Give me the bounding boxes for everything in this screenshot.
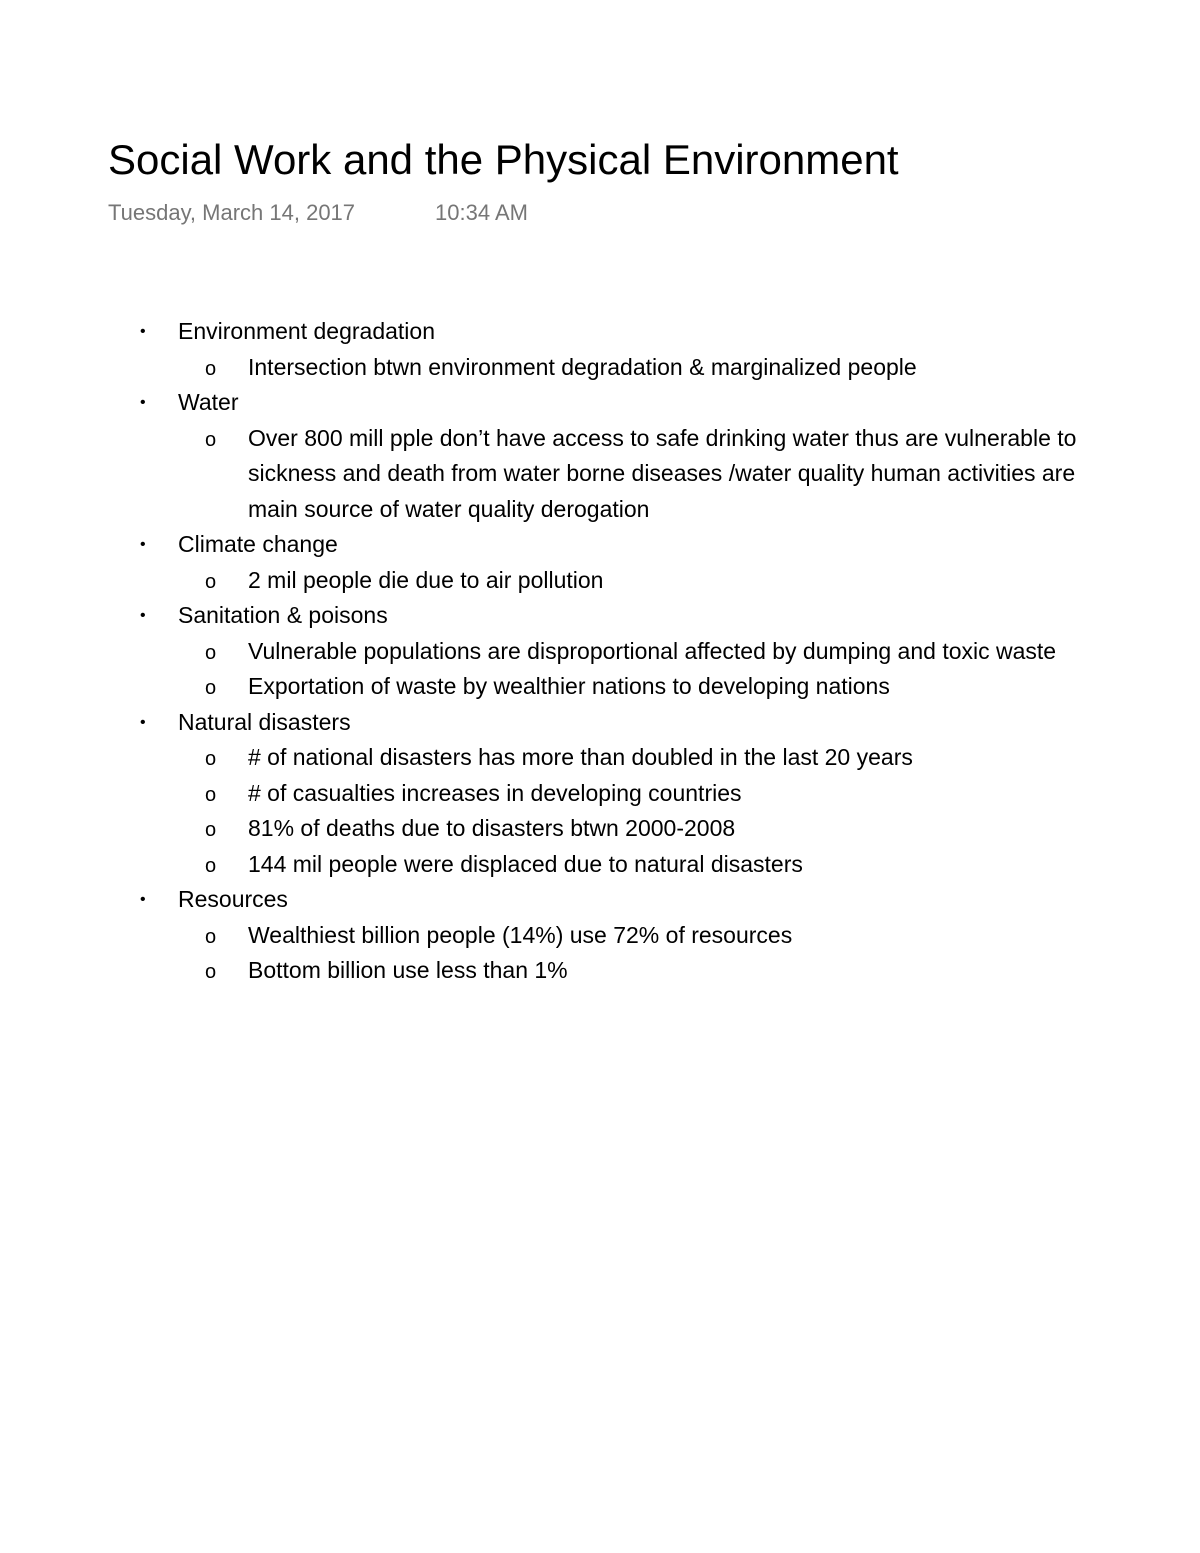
sub-item [0,918,1200,954]
circle-bullet-icon: o [205,428,217,451]
topic-label: Environment degradation [178,318,435,344]
topic-label: Climate change [178,531,338,557]
sub-item-text: Vulnerable populations are disproportional affected by dumping and toxic waste [248,637,1057,664]
bullet-icon: • [140,536,146,553]
sub-item [0,776,1200,812]
bullet-icon: • [140,891,146,908]
circle-bullet-icon: o [205,819,217,841]
sub-list [0,350,1200,386]
sub-item [0,421,1200,528]
sub-item-text: Wealthiest billion people (14%) use 72% of resources [248,921,793,948]
sub-item [0,953,1200,989]
sub-item-text: # of casualties increases in developing countries [248,779,742,806]
circle-bullet-icon: o [205,748,217,770]
topic-item [0,598,1200,705]
sub-item-text: Bottom billion use less than 1% [248,957,568,983]
circle-bullet-icon: o [205,641,217,664]
sub-item [0,740,1200,776]
sub-item-text: # of national disasters has more than doubled in the last 20 years [248,744,913,770]
sub-item-text: Over 800 mill pple don’t have access to safe drinking water thus are vulnerable to sickness and death from water borne diseases /water quality human activities are main source of water quality derogation [248,424,1077,522]
sub-item [0,634,1200,670]
topic-label: Water [178,389,239,415]
bullet-icon: • [140,607,146,624]
topic-label: Natural disasters [178,708,351,735]
notes-list [0,314,1200,989]
circle-bullet-icon: o [205,570,217,593]
sub-item [0,847,1200,883]
circle-bullet-icon: o [205,677,217,699]
circle-bullet-icon: o [205,357,217,380]
circle-bullet-icon: o [205,783,217,806]
sub-item [0,669,1200,705]
sub-item-text: 144 mil people were displaced due to natural disasters [248,850,803,877]
sub-list [0,421,1200,528]
sub-list [0,740,1200,882]
sub-list [0,563,1200,599]
page-title: Social Work and the Physical Environment [108,136,899,183]
sub-item-text: 81% of deaths due to disasters btwn 2000-2008 [248,815,736,841]
topic-item [0,882,1200,989]
topic-label: Sanitation & poisons [178,602,388,628]
sub-list [0,918,1200,989]
sub-item-text: Intersection btwn environment degradation & marginalized people [248,353,917,380]
topic-item [0,314,1200,385]
bullet-icon: • [140,713,146,731]
topic-item [0,705,1200,883]
bullet-icon: • [140,394,146,411]
page-date: Tuesday, March 14, 2017 [108,200,356,225]
sub-item [0,563,1200,599]
topic-item [0,527,1200,598]
topic-label: Resources [178,886,288,912]
sub-item-text: Exportation of waste by wealthier nations to developing nations [248,673,890,699]
page-meta [108,198,528,228]
circle-bullet-icon: o [205,854,217,877]
topic-item [0,385,1200,527]
page-time: 10:34 AM [435,200,528,225]
bullet-icon: • [140,323,146,340]
sub-item [0,811,1200,847]
sub-item-text: 2 mil people die due to air pollution [248,566,604,593]
circle-bullet-icon: o [205,961,217,983]
circle-bullet-icon: o [205,925,217,948]
sub-item [0,350,1200,386]
sub-list [0,634,1200,705]
